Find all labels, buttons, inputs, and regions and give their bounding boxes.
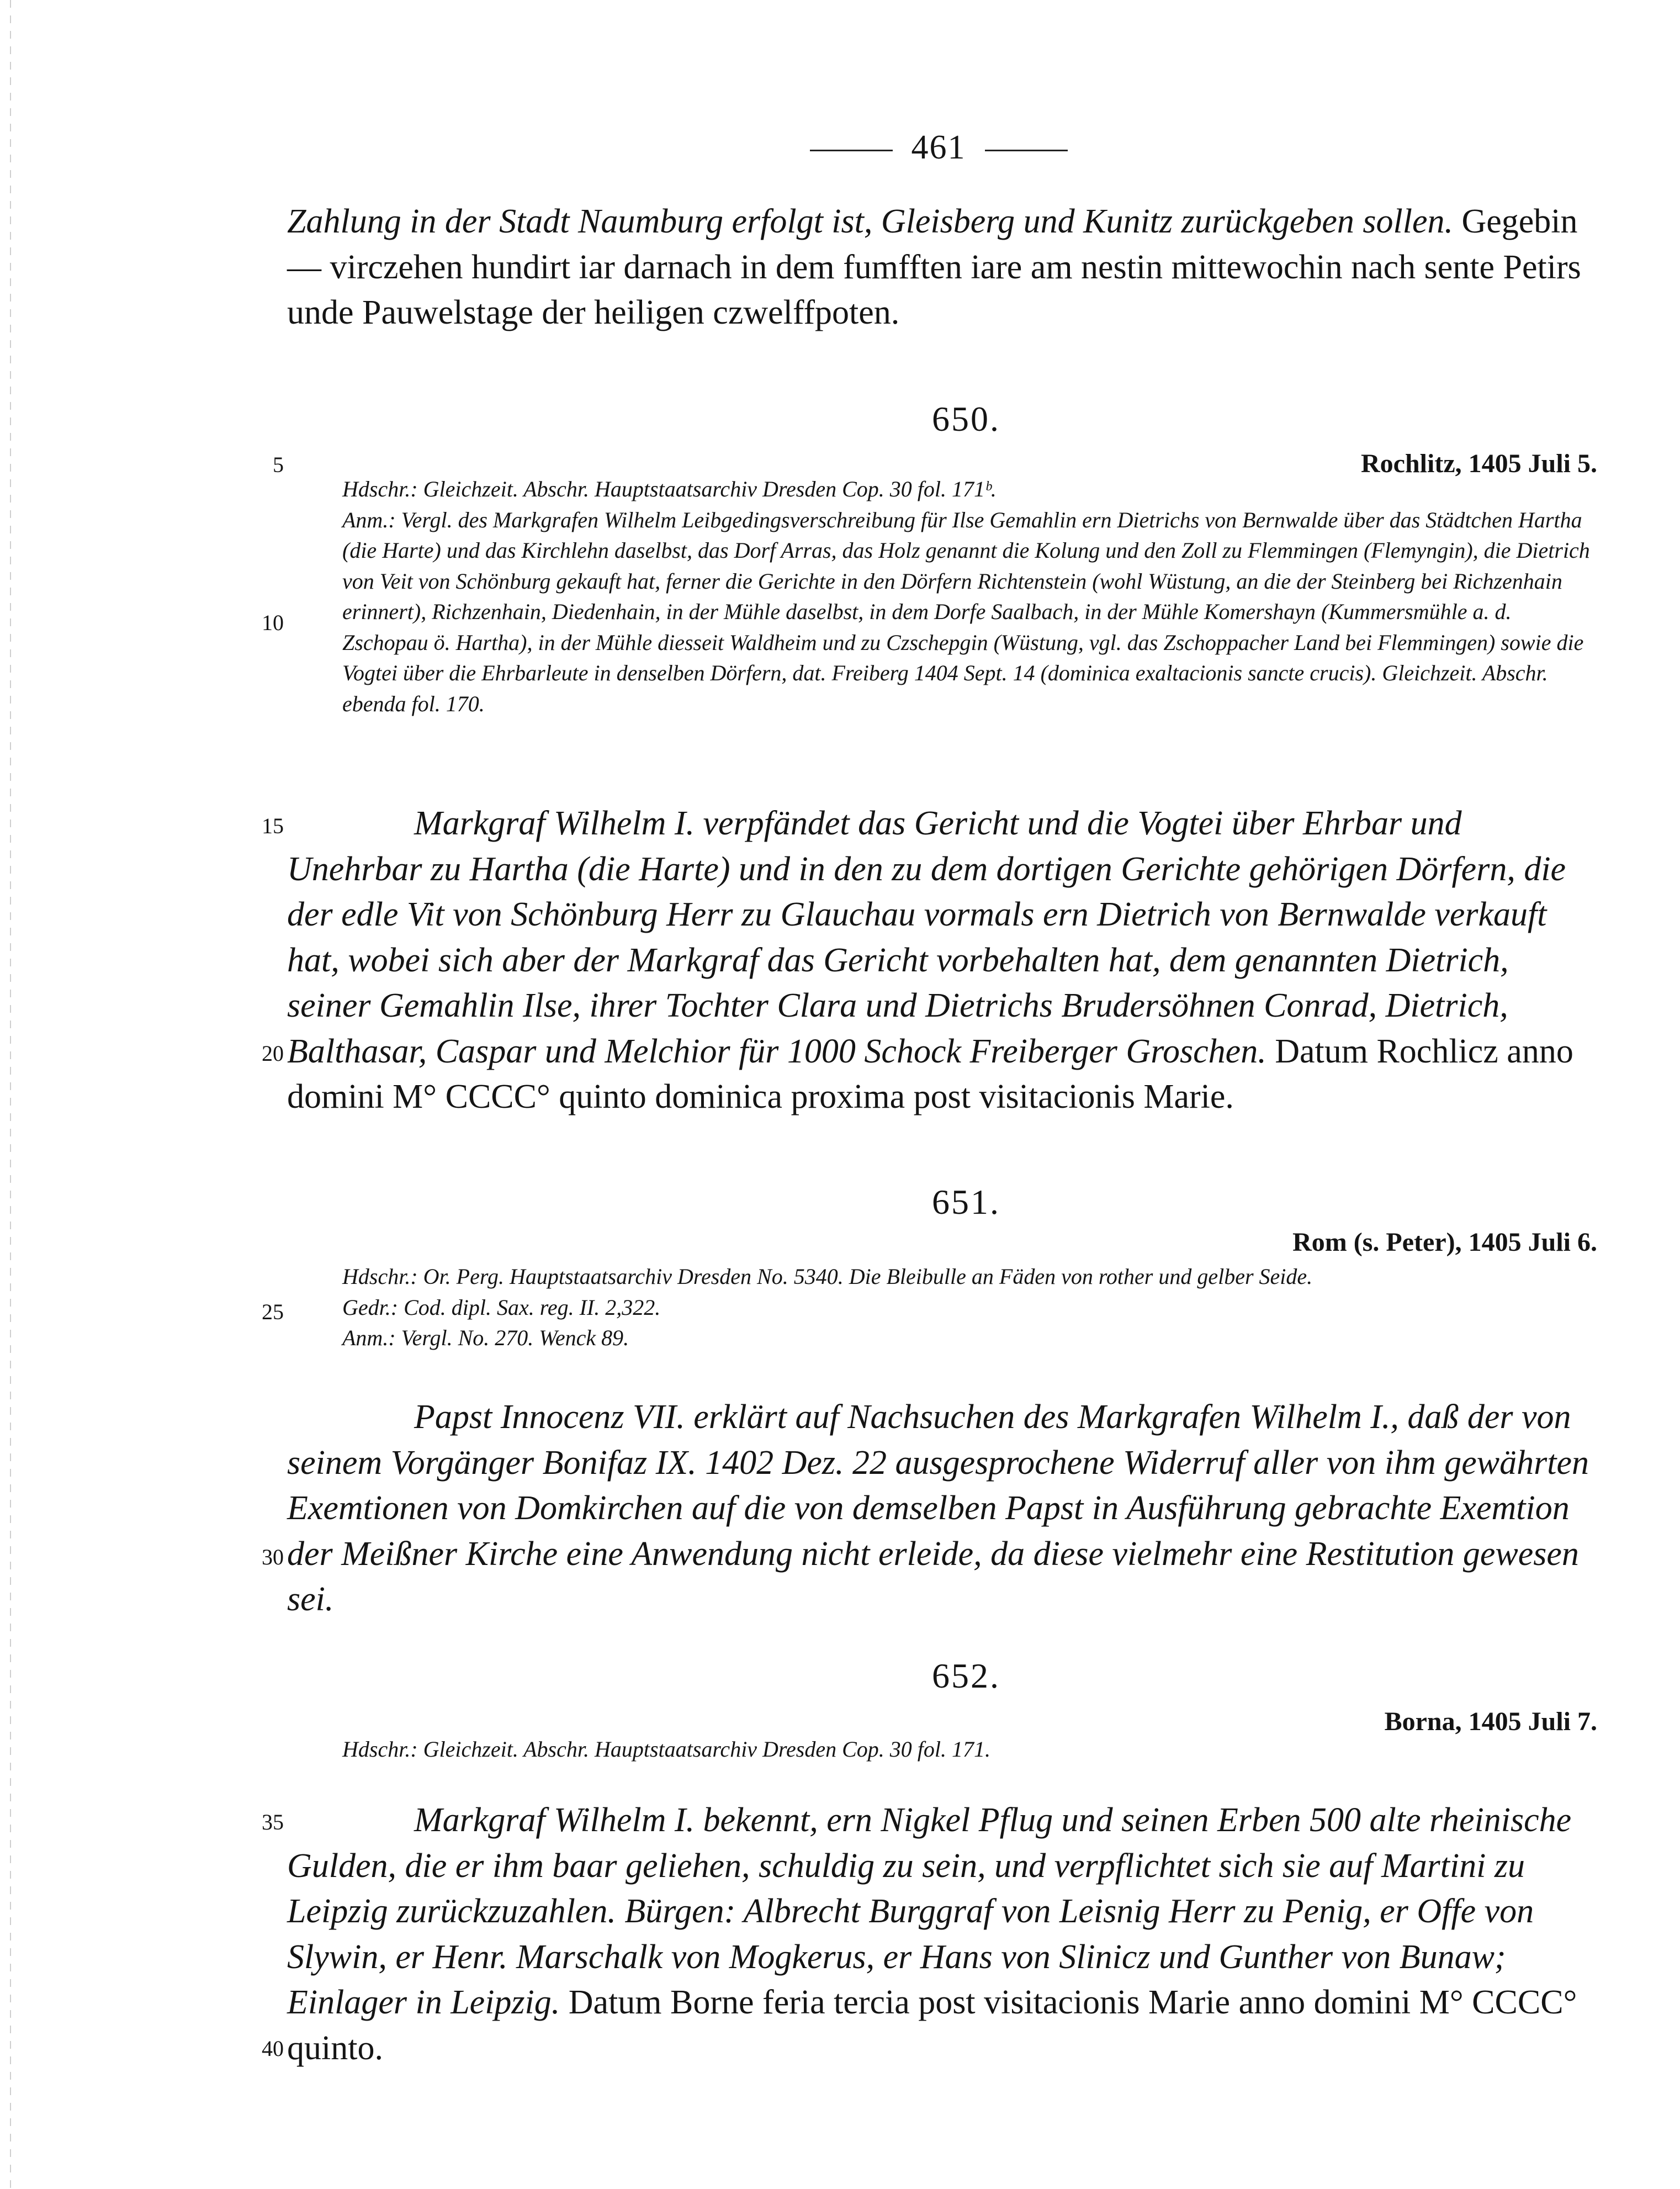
entry-number: 651. — [932, 1182, 1000, 1222]
entry-apparatus — [342, 474, 1596, 719]
continuation-regest: Zahlung in der Stadt Naumburg erfolgt ist, Gleisberg und Kunitz zurückgeben sollen. — [287, 203, 1453, 240]
entry-datum: Datum Borne feria tercia post visitacionis Marie anno domini M° CCCC° quinto. — [287, 1984, 1577, 2067]
entry-number: 652. — [932, 1656, 1000, 1695]
entry-apparatus — [342, 1734, 1596, 1765]
scan-edge — [10, 0, 11, 2189]
page-header — [784, 128, 1093, 167]
continuation-paragraph — [287, 199, 1598, 336]
note-edition: Gedr.: Cod. dipl. Sax. reg. II. 2,322. — [342, 1294, 661, 1320]
entry-regest-paragraph — [287, 1394, 1598, 1622]
continuation-datum: Gegebin — virczehen hundirt iar darnach in dem fumfften iare am nestin mittewochin nach sente Petirs unde Pauwelstage der heiligen czwelffpoten. — [287, 203, 1581, 331]
line-number: 30 — [262, 1545, 284, 1569]
note-manuscript: Hdschr.: Gleichzeit. Abschr. Hauptstaatsarchiv Dresden Cop. 30 fol. 171. — [342, 1737, 991, 1762]
note-manuscript: Hdschr.: Or. Perg. Hauptstaatsarchiv Dresden No. 5340. Die Bleibulle an Fäden von rother und gelber Seide. — [342, 1264, 1313, 1289]
line-number: 40 — [262, 2036, 284, 2061]
header-rule-right — [985, 150, 1068, 151]
entry-regest-paragraph — [287, 801, 1598, 1120]
line-number: 10 — [262, 610, 284, 635]
entry-place-date: Borna, 1405 Juli 7. — [1384, 1707, 1597, 1736]
entry-number: 650. — [932, 399, 1000, 438]
note-manuscript: Hdschr.: Gleichzeit. Abschr. Hauptstaatsarchiv Dresden Cop. 30 fol. 171ᵇ. — [342, 477, 997, 501]
line-number: 25 — [262, 1299, 284, 1324]
note-remark: Anm.: Vergl. des Markgrafen Wilhelm Leibgedingsverschreibung für Ilse Gemahlin ern Dietrichs von Bernwalde über das Städtchen Hartha (die Harte) und das Kirchlehn daselbst, das Dorf Arras, das Holz genannt die Kolung und den Zoll zu Flemmingen (Flemyngin), die Dietrich von Veit von Schönburg gekauft hat, ferner die Gerichte in den Dörfern Richtenstein (wohl Wüstung, an die der Steinberg bei Richzenhain erinnert), Richzenhain, Diedenhain, in der Mühle daselbst, in dem Dorfe Saalbach, in der Mühle Komershayn (Kummersmühle a. d. Zschopau ö. Hartha), in der Mühle diesseit Waldheim und zu Czschepgin (Wüstung, vgl. das Zschoppacher Land bei Flemmingen) sowie die Vogtei über die Ehrbarleute in denselben Dörfern, dat. Freiberg 1404 Sept. 14 (dominica exaltacionis sancte crucis). Gleichzeit. Abschr. ebenda fol. 170. — [342, 507, 1590, 716]
line-number: 20 — [262, 1041, 284, 1066]
entry-regest: Markgraf Wilhelm I. verpfändet das Gericht und die Vogtei über Ehrbar und Unehrbar zu Hartha (die Harte) und in den zu dem dortigen Gerichte gehörigen Dörfern, die der edle Vit von Schönburg Herr zu Glauchau vormals ern Dietrich von Bernwalde verkauft hat, wobei sich aber der Markgraf das Gericht vorbehalten hat, dem genannten Dietrich, seiner Gemahlin Ilse, ihrer Tochter Clara und Dietrichs Brudersöhnen Conrad, Dietrich, Balthasar, Caspar und Melchior für 1000 Schock Freiberger Groschen. — [287, 805, 1566, 1070]
entry-regest-paragraph — [287, 1797, 1598, 2071]
entry-datum: Datum Rochlicz anno domini M° CCCC° quinto dominica proxima post visitacionis Marie. — [287, 1032, 1573, 1115]
entry-place-date: Rochlitz, 1405 Juli 5. — [1361, 449, 1597, 478]
page-number: 461 — [911, 129, 966, 166]
entry-regest: Markgraf Wilhelm I. bekennt, ern Nigkel Pflug und seinen Erben 500 alte rheinische Gulden, die er ihm baar geliehen, schuldig zu sein, und verpflichtet sich sie auf Martini zu Leipzig zurückzuzahlen. Bürgen: Albrecht Burggraf von Leisnig Herr zu Penig, er Offe von Slywin, er Henr. Marschalk von Mogkerus, er Hans von Slinicz und Gunther von Bunaw; Einlager in Leipzig. — [287, 1801, 1572, 2021]
header-rule-left — [810, 150, 893, 151]
line-number: 15 — [262, 813, 284, 838]
line-number: 35 — [262, 1810, 284, 1834]
line-number: 5 — [273, 452, 284, 477]
entry-place-date: Rom (s. Peter), 1405 Juli 6. — [1292, 1228, 1597, 1257]
entry-regest: Papst Innocenz VII. erklärt auf Nachsuchen des Markgrafen Wilhelm I., daß der von seinem Vorgänger Bonifaz IX. 1402 Dez. 22 ausgesprochene Widerruf aller von ihm gewährten Exemtionen von Domkirchen auf die von demselben Papst in Ausführung gebrachte Exemtion der Meißner Kirche eine Anwendung nicht erleide, da diese vielmehr eine Restitution gewesen sei. — [287, 1398, 1589, 1618]
note-remark: Anm.: Vergl. No. 270. Wenck 89. — [342, 1325, 629, 1350]
entry-apparatus — [342, 1261, 1596, 1353]
